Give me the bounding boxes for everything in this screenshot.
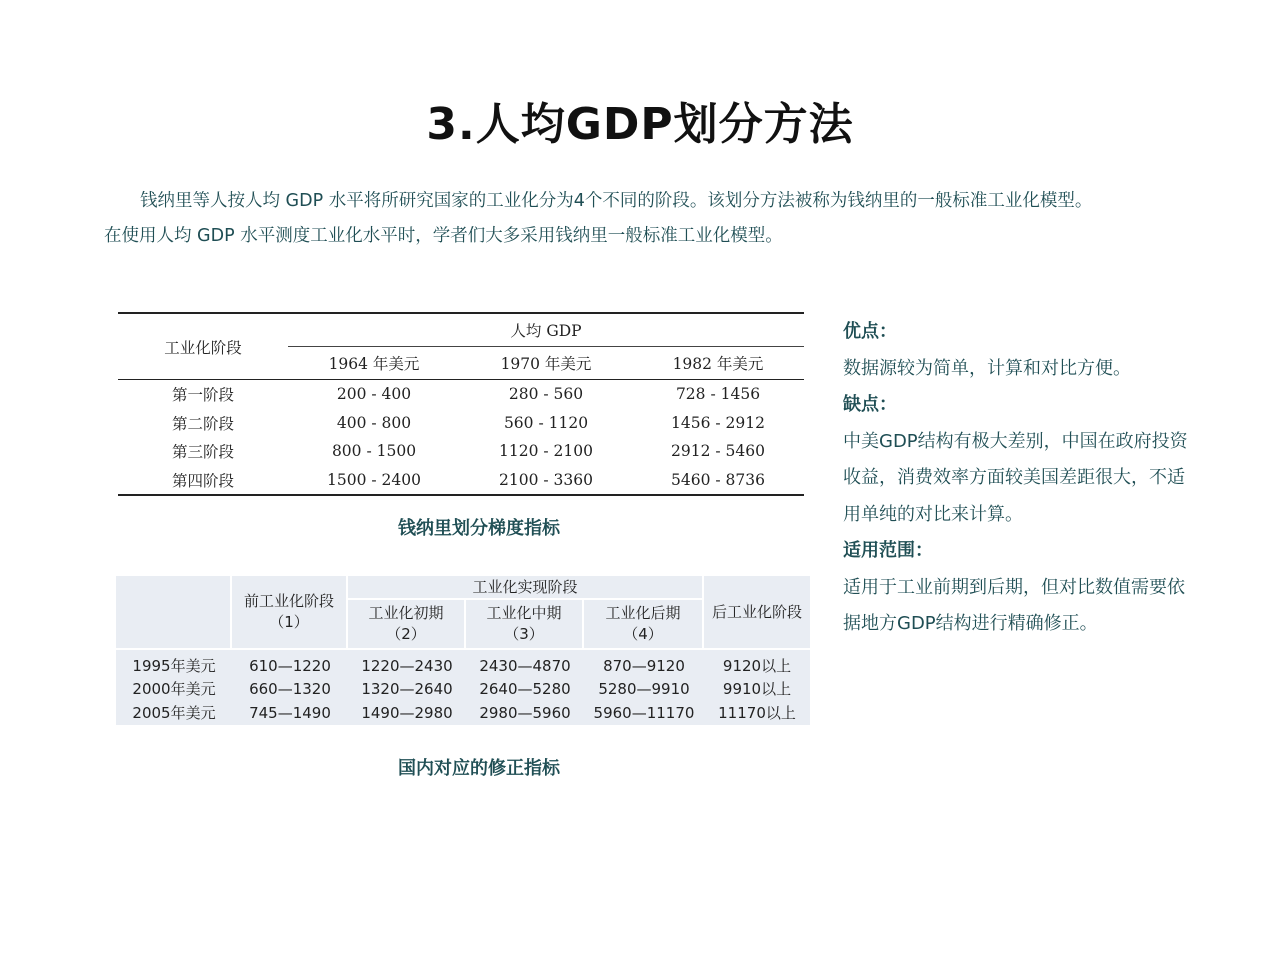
page-title: 3.人均GDP划分方法 [426,99,854,150]
table1-cell: 728 - 1456 [675,385,761,404]
table-row [118,380,804,409]
table2-post-header: 后工业化阶段 [704,576,810,650]
table2-cell: 2640—5280 [479,679,571,698]
scope-line-1: 适用于工业前期到后期，但对比数值需要依 [843,576,1185,598]
table1-cell: 1120 - 2100 [499,442,593,461]
table1-cell: 560 - 1120 [503,413,589,432]
table-row [118,437,804,466]
cons-line-3: 用单纯的对比来计算。 [843,503,1023,525]
table2-real-header: 工业化实现阶段 [348,576,704,600]
table2-cell: 2430—4870 [479,657,571,675]
table2-caption: 国内对应的修正指标 [398,758,560,779]
table1-gdp-header: 人均 GDP [288,313,804,347]
table2-late-label: 工业化后期 [605,604,681,622]
table1-stage: 第四阶段 [118,466,288,496]
table2-cell: 11170以上 [718,703,796,722]
table2-cell: 1220—2430 [361,657,453,675]
table2-year: 1995年美元 [132,657,216,675]
table2-early-num: （2） [386,625,426,643]
cons-heading: 缺点： [843,394,897,415]
table2-mid-header [466,600,584,650]
pros-text: 数据源较为简单，计算和对比方便。 [843,357,1131,379]
cons-line-2: 收益，消费效率方面较美国差距很大，不适 [843,467,1185,488]
table2-early-header [348,600,466,650]
table2-pre-header [232,576,348,650]
intro-line-2: 在使用人均 GDP 水平测度工业化水平时，学者们大多采用钱纳里一般标准工业化模型。 [104,226,783,246]
table-row [118,409,804,438]
table1-cell: 2100 - 3360 [460,466,632,496]
table2-cell: 9910以上 [722,679,792,698]
table2-cell: 5280—9910 [598,679,690,698]
table2-mid-label: 工业化中期 [486,604,562,622]
table2-cell: 610—1220 [249,657,331,675]
table1-cell: 200 - 400 [336,385,412,404]
pros-cons-panel [843,314,1243,643]
table1-stage-header: 工业化阶段 [118,313,288,380]
table2-cell: 745—1490 [249,703,331,722]
table2-corner [116,576,232,650]
intro-line-1: 钱纳里等人按人均 GDP 水平将所研究国家的工业化分为4个不同的阶段。该划分方法被称为钱纳里的一般标准工业化模型。 [140,191,1093,211]
table2-cell: 1320—2640 [361,679,453,698]
table2-pre-num: （1） [269,613,309,631]
chenery-table [118,312,804,496]
table1-cell: 1456 - 2912 [671,413,765,432]
pros-heading: 优点： [843,321,897,342]
table1-cell: 2912 - 5460 [671,442,765,461]
table-row [116,677,810,701]
table1-cell: 280 - 560 [508,385,584,404]
table2-late-header [584,600,704,650]
table2-cell: 9120以上 [722,657,792,675]
table2-cell: 1490—2980 [361,703,453,722]
table1-year-header-1964: 1964 年美元 [288,347,460,380]
table-row [118,466,804,496]
table2-early-label: 工业化初期 [368,604,444,622]
cons-line-1: 中美GDP结构有极大差别，中国在政府投资 [843,430,1188,452]
table-row [116,701,810,725]
table2-cell: 5960—11170 [593,703,695,722]
table-row [116,650,810,677]
scope-heading: 适用范围： [843,540,933,561]
table1-stage: 第二阶段 [171,414,234,433]
table1-cell: 5460 - 8736 [632,466,804,496]
intro-paragraph [104,184,1254,254]
scope-line-2: 据地方GDP结构进行精确修正。 [843,613,1098,634]
table2-late-num: （4） [623,625,663,643]
table2-cell: 660—1320 [249,679,331,698]
table1-stage: 第三阶段 [171,443,234,462]
table1-caption: 钱纳里划分梯度指标 [398,518,560,539]
table2-pre-label: 前工业化阶段 [243,592,334,610]
table1-cell: 800 - 1500 [331,442,417,461]
table1-cell: 400 - 800 [336,413,412,432]
table1-year-header-1970: 1970 年美元 [460,347,632,380]
table2-mid-num: （3） [504,625,544,643]
table1-stage: 第一阶段 [171,386,234,405]
domestic-table [116,576,810,725]
table2-year: 2005年美元 [132,703,216,722]
table2-cell: 2980—5960 [479,703,571,722]
table2-year: 2000年美元 [132,679,216,698]
table2-cell: 870—9120 [603,657,685,675]
table1-cell: 1500 - 2400 [288,466,460,496]
table1-year-header-1982: 1982 年美元 [632,347,804,380]
